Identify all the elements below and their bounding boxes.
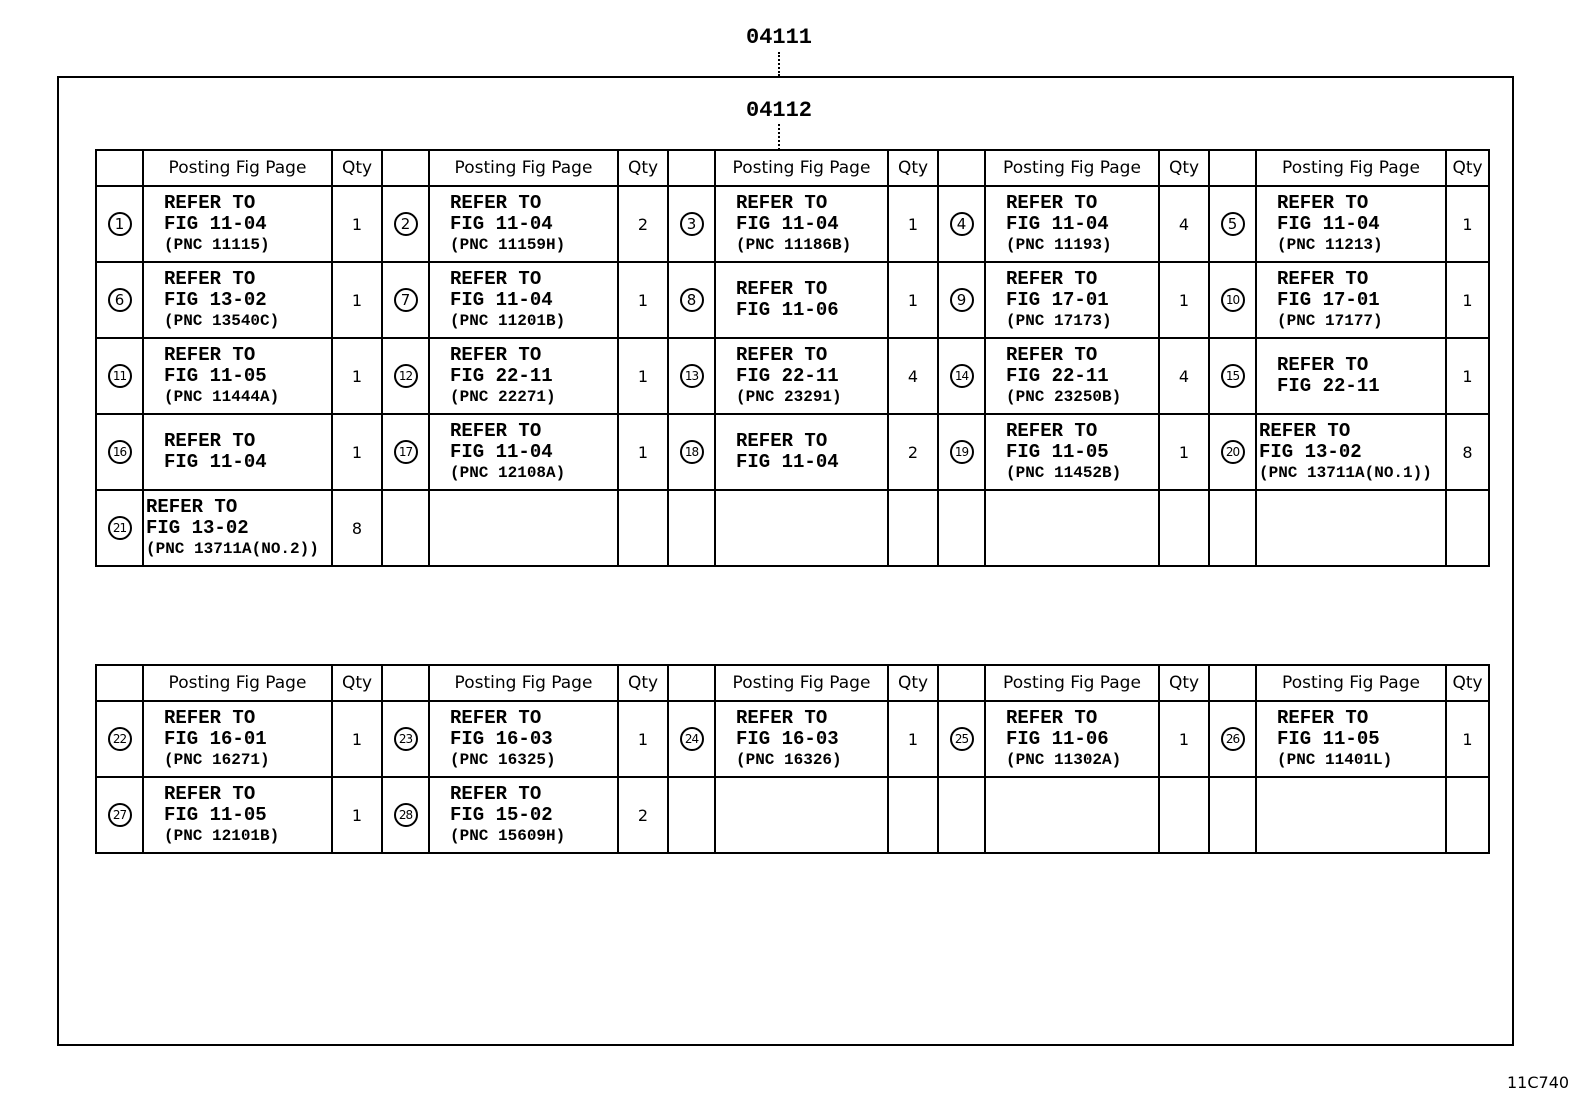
fig-number: FIG 11-05 — [1006, 440, 1109, 463]
posting-fig-cell — [985, 414, 1159, 490]
qty-cell — [888, 777, 938, 853]
callout-cell — [96, 701, 143, 777]
callout-cell — [1209, 414, 1256, 490]
header-posting-fig-page: Posting Fig Page — [985, 150, 1159, 186]
posting-fig-cell — [715, 414, 888, 490]
fig-number: FIG 11-04 — [164, 451, 267, 473]
header-number — [382, 665, 429, 701]
callout-cell — [938, 186, 985, 262]
assembly-label-outer: 04111 — [745, 25, 813, 50]
posting-fig-cell — [985, 262, 1159, 338]
header-posting-fig-page: Posting Fig Page — [715, 150, 888, 186]
posting-fig-cell — [715, 490, 888, 566]
posting-fig-cell — [1256, 262, 1446, 338]
header-qty: Qty — [1159, 665, 1209, 701]
fig-number: FIG 11-04 — [736, 451, 839, 473]
callout-cell — [96, 186, 143, 262]
refer-to-text: REFER TO — [736, 343, 828, 366]
posting-fig-cell — [1256, 414, 1446, 490]
fig-number: FIG 13-02 — [164, 288, 267, 311]
callout-cell — [1209, 777, 1256, 853]
posting-fig-cell — [429, 338, 618, 414]
refer-to-text: REFER TO — [1259, 419, 1351, 442]
qty-cell: 1 — [888, 262, 938, 338]
pnc-code: (PNC 16325) — [450, 750, 556, 769]
pnc-code: (PNC 11186B) — [736, 235, 852, 254]
posting-fig-cell — [1256, 701, 1446, 777]
pnc-code: (PNC 13540C) — [164, 311, 280, 330]
leader-line-inner — [778, 124, 780, 150]
refer-to-text: REFER TO — [164, 267, 256, 290]
callout-number: 10 — [1221, 288, 1245, 312]
qty-cell: 8 — [1446, 414, 1489, 490]
callout-number: 18 — [680, 440, 704, 464]
callout-cell — [668, 490, 715, 566]
header-number — [382, 150, 429, 186]
fig-number: FIG 11-04 — [450, 212, 553, 235]
qty-cell — [888, 490, 938, 566]
illustration-code: 11C740 — [1507, 1073, 1570, 1092]
header-posting-fig-page: Posting Fig Page — [143, 150, 332, 186]
header-posting-fig-page: Posting Fig Page — [143, 665, 332, 701]
qty-cell: 4 — [1159, 186, 1209, 262]
fig-number: FIG 16-03 — [450, 727, 553, 750]
qty-cell: 4 — [1159, 338, 1209, 414]
pnc-code: (PNC 11213) — [1277, 235, 1383, 254]
qty-cell: 1 — [332, 338, 382, 414]
posting-fig-cell — [429, 490, 618, 566]
fig-number: FIG 16-03 — [736, 727, 839, 750]
fig-number: FIG 22-11 — [1277, 375, 1380, 397]
callout-number: 16 — [108, 440, 132, 464]
pnc-code: (PNC 13711A(NO.2)) — [146, 539, 319, 558]
table-row — [96, 701, 1489, 777]
callout-cell — [382, 186, 429, 262]
header-qty: Qty — [888, 665, 938, 701]
pnc-code: (PNC 11115) — [164, 235, 270, 254]
fig-number: FIG 11-04 — [1006, 212, 1109, 235]
header-qty: Qty — [1446, 665, 1489, 701]
posting-fig-cell — [429, 777, 618, 853]
fig-number: FIG 22-11 — [450, 364, 553, 387]
fig-number: FIG 11-05 — [164, 364, 267, 387]
callout-cell — [938, 777, 985, 853]
qty-cell: 1 — [1446, 186, 1489, 262]
refer-to-text: REFER TO — [164, 706, 256, 729]
refer-to-text: REFER TO — [1006, 267, 1098, 290]
callout-number: 8 — [680, 288, 704, 312]
pnc-code: (PNC 11193) — [1006, 235, 1112, 254]
callout-cell — [938, 490, 985, 566]
header-qty: Qty — [1446, 150, 1489, 186]
callout-cell — [382, 262, 429, 338]
pnc-code: (PNC 15609H) — [450, 826, 566, 845]
callout-cell — [938, 701, 985, 777]
callout-number: 3 — [680, 212, 704, 236]
fig-number: FIG 16-01 — [164, 727, 267, 750]
callout-number: 9 — [950, 288, 974, 312]
callout-number: 5 — [1221, 212, 1245, 236]
header-posting-fig-page: Posting Fig Page — [429, 665, 618, 701]
pnc-code: (PNC 16326) — [736, 750, 842, 769]
posting-fig-cell — [715, 701, 888, 777]
callout-number: 7 — [394, 288, 418, 312]
fig-number: FIG 11-06 — [736, 299, 839, 321]
refer-to-text: REFER TO — [450, 782, 542, 805]
table-row — [96, 490, 1489, 566]
callout-cell — [382, 414, 429, 490]
qty-cell — [1159, 777, 1209, 853]
pnc-code: (PNC 11201B) — [450, 311, 566, 330]
refer-to-text: REFER TO — [1006, 191, 1098, 214]
refer-to-text: REFER TO — [1277, 191, 1369, 214]
header-qty: Qty — [332, 150, 382, 186]
assembly-label-inner: 04112 — [745, 98, 813, 123]
callout-cell — [938, 338, 985, 414]
pnc-code: (PNC 23250B) — [1006, 387, 1122, 406]
posting-fig-cell — [143, 777, 332, 853]
header-qty: Qty — [888, 150, 938, 186]
pnc-code: (PNC 11401L) — [1277, 750, 1393, 769]
posting-fig-cell — [715, 777, 888, 853]
callout-cell — [96, 777, 143, 853]
posting-fig-cell — [985, 490, 1159, 566]
pnc-code: (PNC 22271) — [450, 387, 556, 406]
pnc-code: (PNC 23291) — [736, 387, 842, 406]
refer-to-text: REFER TO — [1277, 354, 1369, 376]
callout-cell — [1209, 338, 1256, 414]
header-number — [938, 665, 985, 701]
callout-cell — [382, 338, 429, 414]
pnc-code: (PNC 12101B) — [164, 826, 280, 845]
header-number — [668, 665, 715, 701]
refer-to-text: REFER TO — [164, 782, 256, 805]
header-number — [1209, 665, 1256, 701]
qty-cell: 1 — [332, 414, 382, 490]
callout-cell — [1209, 262, 1256, 338]
posting-fig-cell — [429, 414, 618, 490]
header-row — [96, 665, 1489, 701]
qty-cell — [618, 490, 668, 566]
posting-fig-cell — [143, 490, 332, 566]
qty-cell: 8 — [332, 490, 382, 566]
posting-fig-cell — [985, 701, 1159, 777]
callout-number: 21 — [108, 516, 132, 540]
qty-cell: 1 — [618, 338, 668, 414]
header-qty: Qty — [1159, 150, 1209, 186]
refer-to-text: REFER TO — [736, 706, 828, 729]
refer-to-text: REFER TO — [164, 343, 256, 366]
qty-cell: 1 — [332, 262, 382, 338]
pnc-code: (PNC 11452B) — [1006, 463, 1122, 482]
qty-cell: 1 — [618, 414, 668, 490]
posting-fig-cell — [985, 338, 1159, 414]
fig-number: FIG 11-04 — [450, 440, 553, 463]
fig-number: FIG 11-04 — [1277, 212, 1380, 235]
posting-fig-cell — [1256, 490, 1446, 566]
fig-number: FIG 17-01 — [1006, 288, 1109, 311]
callout-number: 11 — [108, 364, 132, 388]
callout-number: 24 — [680, 727, 704, 751]
reference-table-2 — [95, 664, 1490, 854]
posting-fig-cell — [143, 186, 332, 262]
qty-cell: 1 — [332, 186, 382, 262]
fig-number: FIG 11-05 — [1277, 727, 1380, 750]
header-row — [96, 150, 1489, 186]
posting-fig-cell — [985, 186, 1159, 262]
callout-cell — [1209, 490, 1256, 566]
callout-number: 14 — [950, 364, 974, 388]
callout-cell — [668, 186, 715, 262]
header-posting-fig-page: Posting Fig Page — [715, 665, 888, 701]
refer-to-text: REFER TO — [1006, 706, 1098, 729]
table-row — [96, 777, 1489, 853]
qty-cell: 1 — [888, 701, 938, 777]
callout-number: 15 — [1221, 364, 1245, 388]
callout-number: 28 — [394, 803, 418, 827]
callout-cell — [668, 338, 715, 414]
refer-to-text: REFER TO — [1277, 706, 1369, 729]
callout-number: 25 — [950, 727, 974, 751]
posting-fig-cell — [1256, 338, 1446, 414]
callout-cell — [938, 262, 985, 338]
posting-fig-cell — [715, 262, 888, 338]
posting-fig-cell — [985, 777, 1159, 853]
callout-cell — [938, 414, 985, 490]
refer-to-text: REFER TO — [450, 343, 542, 366]
posting-fig-cell — [429, 262, 618, 338]
pnc-code: (PNC 12108A) — [450, 463, 566, 482]
fig-number: FIG 15-02 — [450, 803, 553, 826]
refer-to-text: REFER TO — [450, 419, 542, 442]
callout-number: 23 — [394, 727, 418, 751]
refer-to-text: REFER TO — [736, 278, 828, 300]
posting-fig-cell — [1256, 777, 1446, 853]
callout-number: 12 — [394, 364, 418, 388]
table-row — [96, 186, 1489, 262]
callout-cell — [668, 777, 715, 853]
fig-number: FIG 11-04 — [450, 288, 553, 311]
pnc-code: (PNC 11302A) — [1006, 750, 1122, 769]
header-qty: Qty — [618, 150, 668, 186]
header-number — [1209, 150, 1256, 186]
callout-number: 26 — [1221, 727, 1245, 751]
qty-cell: 1 — [1159, 262, 1209, 338]
fig-number: FIG 13-02 — [146, 516, 249, 539]
table-row — [96, 414, 1489, 490]
qty-cell: 1 — [332, 777, 382, 853]
callout-cell — [668, 414, 715, 490]
callout-cell — [96, 338, 143, 414]
header-posting-fig-page: Posting Fig Page — [429, 150, 618, 186]
callout-cell — [96, 262, 143, 338]
fig-number: FIG 22-11 — [736, 364, 839, 387]
fig-number: FIG 17-01 — [1277, 288, 1380, 311]
qty-cell: 1 — [888, 186, 938, 262]
fig-number: FIG 13-02 — [1259, 440, 1362, 463]
posting-fig-cell — [143, 414, 332, 490]
pnc-code: (PNC 17177) — [1277, 311, 1383, 330]
qty-cell: 4 — [888, 338, 938, 414]
refer-to-text: REFER TO — [164, 191, 256, 214]
header-qty: Qty — [332, 665, 382, 701]
pnc-code: (PNC 11444A) — [164, 387, 280, 406]
pnc-code: (PNC 17173) — [1006, 311, 1112, 330]
header-posting-fig-page: Posting Fig Page — [985, 665, 1159, 701]
callout-cell — [382, 701, 429, 777]
posting-fig-cell — [143, 338, 332, 414]
header-number — [938, 150, 985, 186]
header-number — [96, 665, 143, 701]
qty-cell — [1446, 777, 1489, 853]
posting-fig-cell — [429, 186, 618, 262]
header-qty: Qty — [618, 665, 668, 701]
callout-cell — [382, 777, 429, 853]
qty-cell: 1 — [332, 701, 382, 777]
pnc-code: (PNC 11159H) — [450, 235, 566, 254]
refer-to-text: REFER TO — [164, 430, 256, 452]
qty-cell — [1446, 490, 1489, 566]
table-row — [96, 262, 1489, 338]
callout-number: 2 — [394, 212, 418, 236]
qty-cell: 2 — [618, 186, 668, 262]
refer-to-text: REFER TO — [736, 430, 828, 452]
callout-number: 6 — [108, 288, 132, 312]
leader-line-outer — [778, 52, 780, 76]
posting-fig-cell — [715, 186, 888, 262]
qty-cell: 1 — [1446, 701, 1489, 777]
header-number — [96, 150, 143, 186]
refer-to-text: REFER TO — [1277, 267, 1369, 290]
header-posting-fig-page: Posting Fig Page — [1256, 150, 1446, 186]
refer-to-text: REFER TO — [1006, 419, 1098, 442]
callout-cell — [668, 262, 715, 338]
fig-number: FIG 22-11 — [1006, 364, 1109, 387]
qty-cell: 2 — [618, 777, 668, 853]
table-row — [96, 338, 1489, 414]
pnc-code: (PNC 13711A(NO.1)) — [1259, 463, 1432, 482]
refer-to-text: REFER TO — [450, 706, 542, 729]
qty-cell: 1 — [618, 701, 668, 777]
header-number — [668, 150, 715, 186]
reference-table-1 — [95, 149, 1490, 567]
qty-cell: 1 — [618, 262, 668, 338]
posting-fig-cell — [715, 338, 888, 414]
callout-cell — [382, 490, 429, 566]
fig-number: FIG 11-04 — [164, 212, 267, 235]
posting-fig-cell — [143, 701, 332, 777]
qty-cell: 2 — [888, 414, 938, 490]
callout-number: 27 — [108, 803, 132, 827]
refer-to-text: REFER TO — [450, 267, 542, 290]
fig-number: FIG 11-05 — [164, 803, 267, 826]
callout-number: 19 — [950, 440, 974, 464]
callout-cell — [96, 414, 143, 490]
callout-cell — [1209, 186, 1256, 262]
callout-number: 4 — [950, 212, 974, 236]
refer-to-text: REFER TO — [736, 191, 828, 214]
posting-fig-cell — [1256, 186, 1446, 262]
qty-cell: 1 — [1446, 262, 1489, 338]
callout-number: 20 — [1221, 440, 1245, 464]
callout-cell — [668, 701, 715, 777]
refer-to-text: REFER TO — [450, 191, 542, 214]
qty-cell: 1 — [1159, 701, 1209, 777]
fig-number: FIG 11-04 — [736, 212, 839, 235]
callout-cell — [1209, 701, 1256, 777]
qty-cell: 1 — [1159, 414, 1209, 490]
posting-fig-cell — [429, 701, 618, 777]
header-posting-fig-page: Posting Fig Page — [1256, 665, 1446, 701]
refer-to-text: REFER TO — [146, 495, 238, 518]
refer-to-text: REFER TO — [1006, 343, 1098, 366]
pnc-code: (PNC 16271) — [164, 750, 270, 769]
posting-fig-cell — [143, 262, 332, 338]
callout-number: 17 — [394, 440, 418, 464]
qty-cell — [1159, 490, 1209, 566]
fig-number: FIG 11-06 — [1006, 727, 1109, 750]
qty-cell: 1 — [1446, 338, 1489, 414]
callout-number: 13 — [680, 364, 704, 388]
callout-cell — [96, 490, 143, 566]
callout-number: 1 — [108, 212, 132, 236]
callout-number: 22 — [108, 727, 132, 751]
